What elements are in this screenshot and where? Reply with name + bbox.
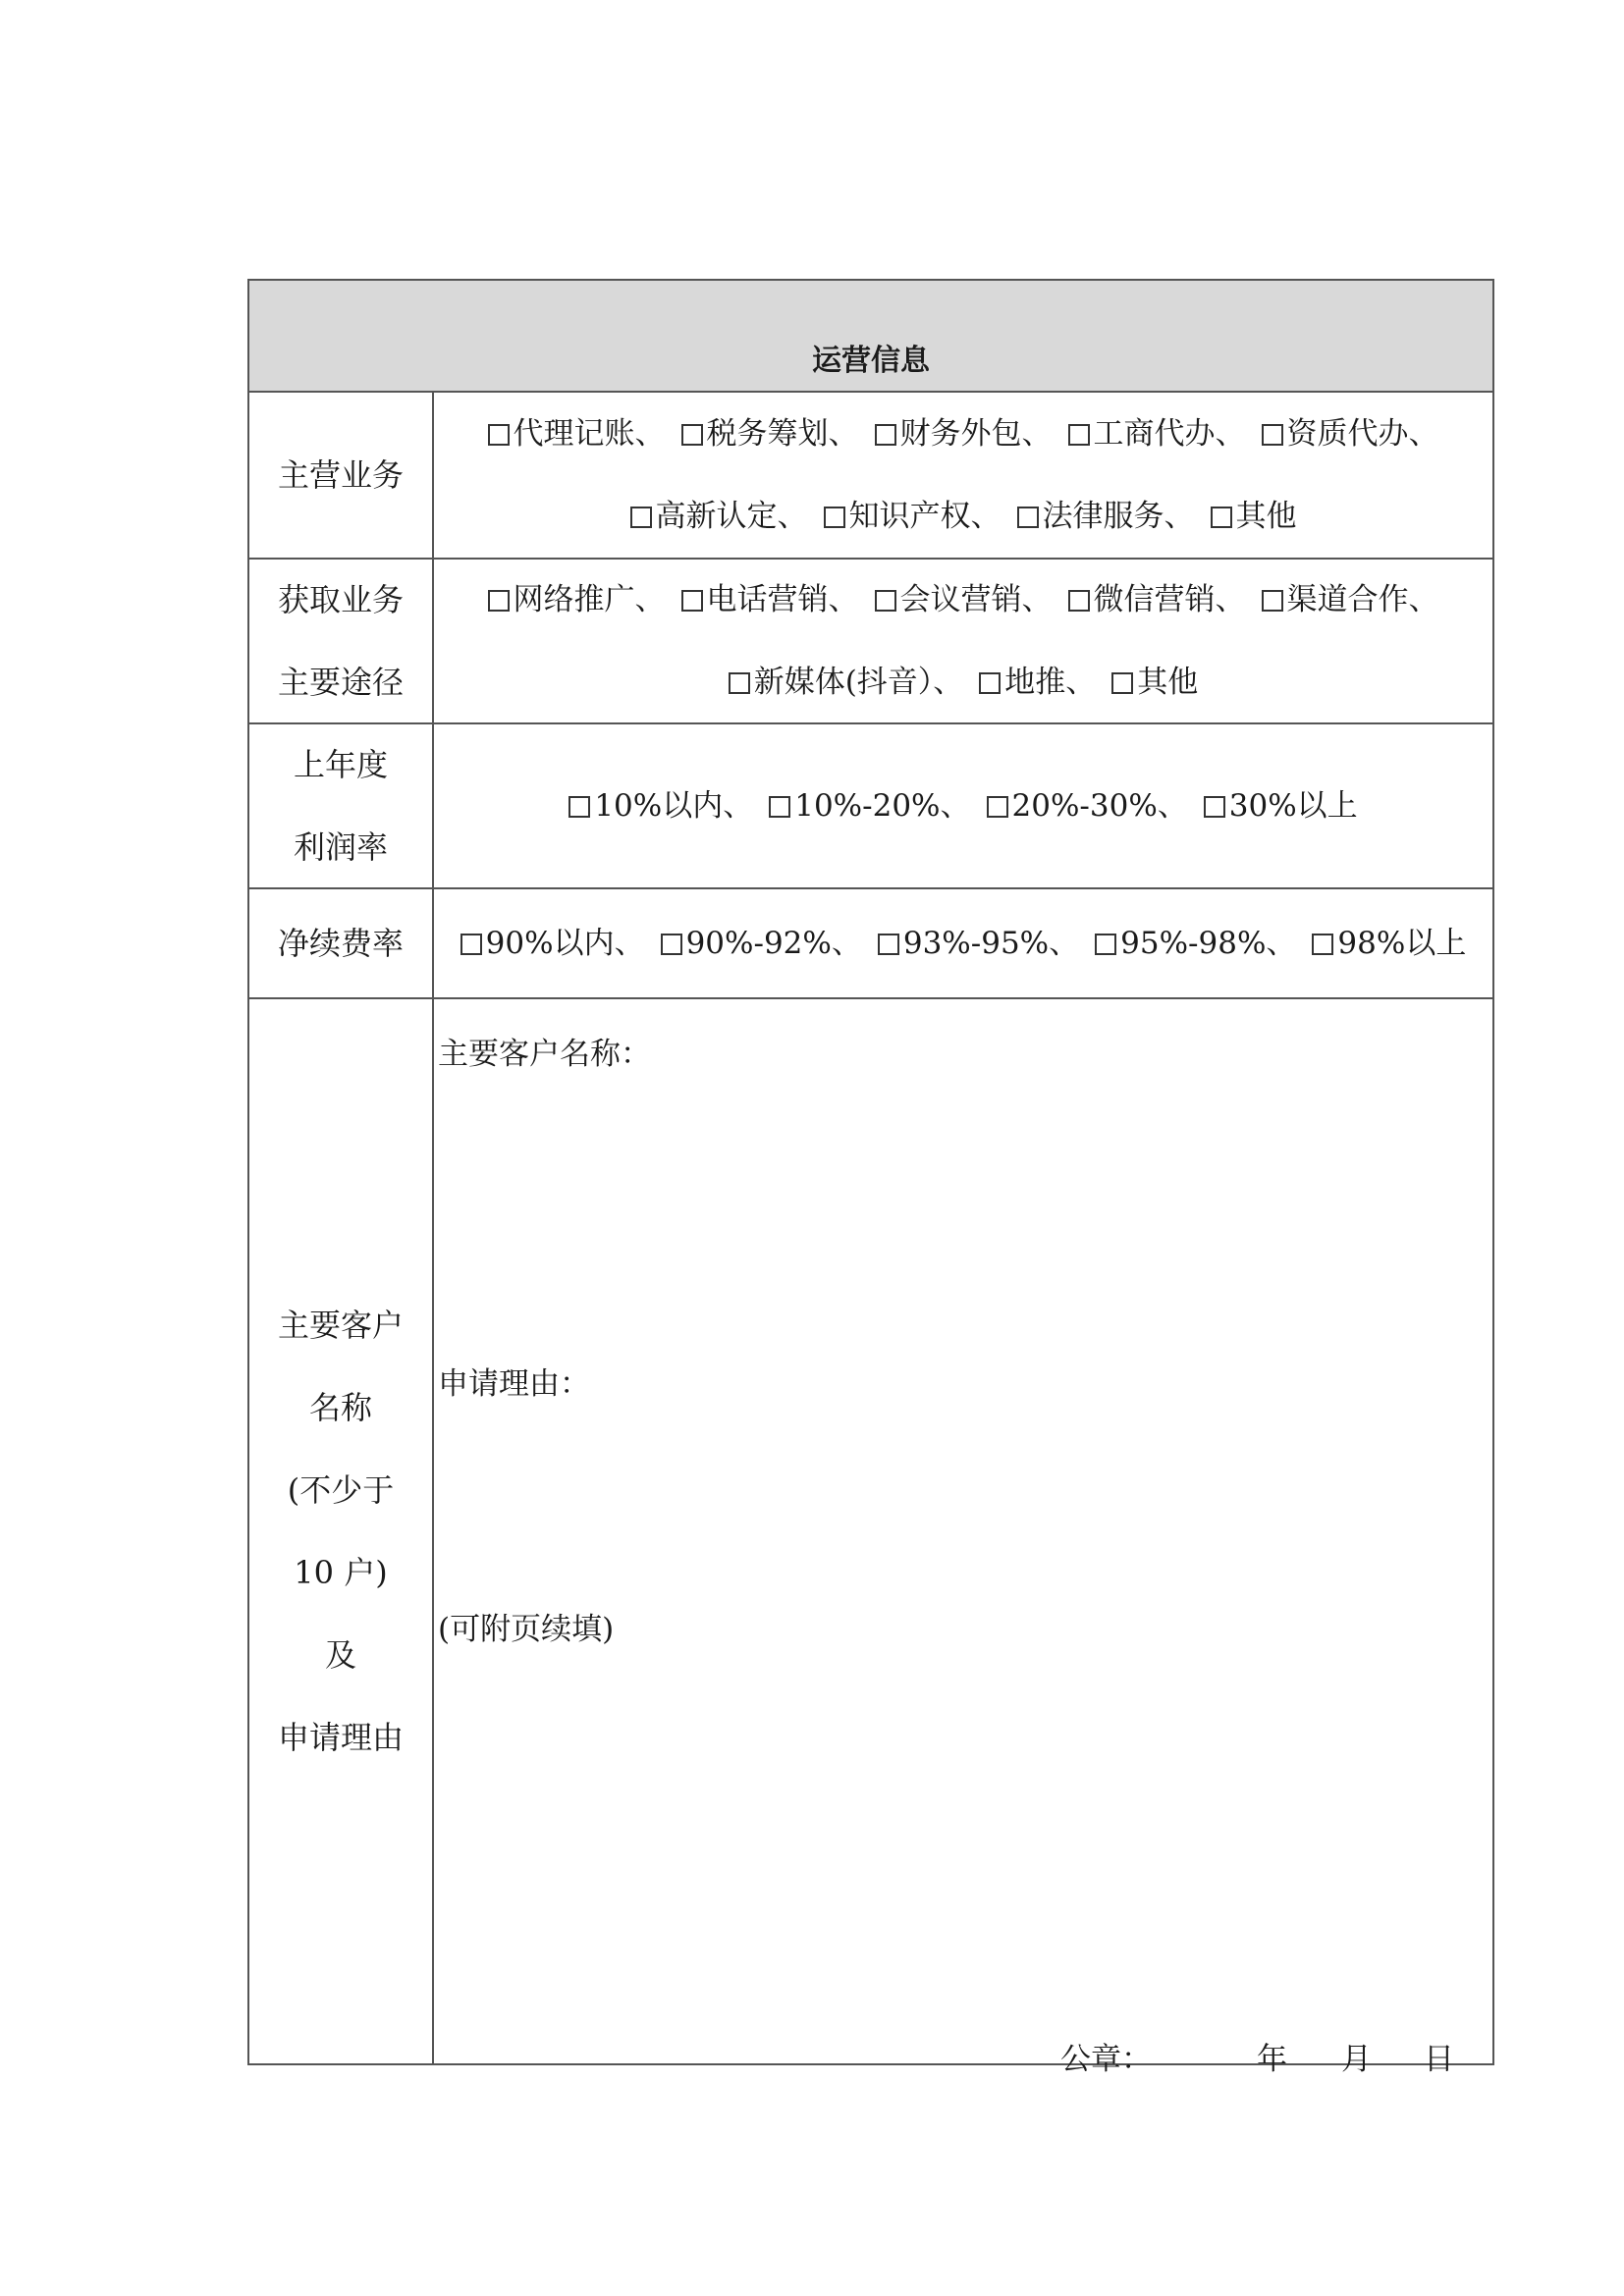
main-business-label: 主营业务 — [249, 393, 434, 558]
checkbox-icon[interactable] — [568, 796, 590, 818]
seal-label: 公章： — [1060, 2042, 1152, 2077]
renewal-rate-options — [434, 889, 1492, 997]
checkbox-option[interactable]: 会议营销、 — [875, 559, 1053, 641]
profit-rate-line — [434, 765, 1492, 847]
acquisition-label: 获取业务 主要途径 — [249, 560, 434, 722]
checkbox-option[interactable]: 税务筹划、 — [681, 393, 859, 475]
renewal-rate-label: 净续费率 — [249, 889, 434, 997]
checkbox-icon[interactable] — [987, 796, 1008, 818]
checkbox-icon[interactable] — [1068, 590, 1090, 612]
checkbox-option[interactable]: 地推、 — [979, 641, 1096, 723]
main-business-line-2 — [434, 475, 1492, 558]
checkbox-option[interactable]: 93%-95%、 — [878, 902, 1079, 985]
operations-info-form — [247, 279, 1494, 2077]
checkbox-option[interactable]: 工商代办、 — [1068, 393, 1246, 475]
checkbox-option[interactable]: 法律服务、 — [1017, 475, 1195, 558]
year-label: 年 — [1257, 2042, 1287, 2077]
checkbox-icon[interactable] — [661, 934, 682, 955]
checkbox-icon[interactable] — [681, 590, 703, 612]
checkbox-icon[interactable] — [1211, 507, 1232, 528]
checkbox-icon[interactable] — [488, 424, 510, 446]
acquisition-line-1 — [434, 559, 1492, 641]
main-business-line-1 — [434, 393, 1492, 475]
checkbox-option[interactable]: 98%以上 — [1312, 902, 1466, 985]
row-renewal-rate — [249, 889, 1492, 999]
renewal-rate-line — [434, 902, 1492, 985]
checkbox-icon[interactable] — [1068, 424, 1090, 446]
acquisition-line-2 — [434, 641, 1492, 723]
checkbox-icon[interactable] — [979, 672, 1001, 694]
profit-rate-label: 上年度 利润率 — [249, 724, 434, 887]
day-label: 日 — [1424, 2042, 1454, 2077]
checkbox-icon[interactable] — [460, 934, 482, 955]
profit-rate-options — [434, 724, 1492, 887]
checkbox-option[interactable]: 高新认定、 — [630, 475, 808, 558]
checkbox-icon[interactable] — [1111, 672, 1133, 694]
main-business-options — [434, 393, 1492, 558]
checkbox-option[interactable]: 90%以内、 — [460, 902, 645, 985]
checkbox-option[interactable]: 网络推广、 — [488, 559, 666, 641]
section-header — [249, 281, 1492, 393]
checkbox-icon[interactable] — [1095, 934, 1116, 955]
checkbox-icon[interactable] — [1262, 424, 1283, 446]
main-clients-content[interactable] — [434, 999, 1492, 2077]
checkbox-icon[interactable] — [769, 796, 790, 818]
checkbox-icon[interactable] — [824, 507, 845, 528]
checkbox-option[interactable]: 20%-30%、 — [987, 765, 1188, 847]
checkbox-icon[interactable] — [488, 590, 510, 612]
row-acquisition-channels — [249, 560, 1492, 724]
checkbox-option[interactable]: 95%-98%、 — [1095, 902, 1296, 985]
checkbox-option[interactable]: 资质代办、 — [1262, 393, 1439, 475]
checkbox-option[interactable]: 渠道合作、 — [1262, 559, 1439, 641]
row-main-clients — [249, 999, 1492, 2077]
checkbox-icon[interactable] — [875, 590, 896, 612]
checkbox-option[interactable]: 微信营销、 — [1068, 559, 1246, 641]
checkbox-icon[interactable] — [630, 507, 652, 528]
checkbox-icon[interactable] — [1204, 796, 1225, 818]
checkbox-icon[interactable] — [1262, 590, 1283, 612]
checkbox-option[interactable]: 其他 — [1211, 475, 1297, 558]
attach-note: (可附页续填) — [438, 1612, 615, 1647]
checkbox-option[interactable]: 电话营销、 — [681, 559, 859, 641]
checkbox-option[interactable]: 30%以上 — [1204, 765, 1358, 847]
main-clients-label: 主要客户 名称 (不少于 10 户) 及 申请理由 — [249, 999, 434, 2063]
checkbox-option[interactable]: 财务外包、 — [875, 393, 1053, 475]
section-title: 运营信息 — [812, 344, 930, 378]
checkbox-icon[interactable] — [1312, 934, 1333, 955]
acquisition-options — [434, 560, 1492, 722]
reason-label: 申请理由： — [438, 1366, 590, 1402]
checkbox-option[interactable]: 10%-20%、 — [769, 765, 970, 847]
checkbox-icon[interactable] — [729, 672, 750, 694]
checkbox-icon[interactable] — [875, 424, 896, 446]
checkbox-option[interactable]: 10%以内、 — [568, 765, 753, 847]
checkbox-icon[interactable] — [1017, 507, 1039, 528]
checkbox-option[interactable]: 其他 — [1111, 641, 1198, 723]
seal-date-line — [434, 2018, 1492, 2077]
checkbox-option[interactable]: 90%-92%、 — [661, 902, 862, 985]
checkbox-option[interactable]: 知识产权、 — [824, 475, 1001, 558]
checkbox-icon[interactable] — [681, 424, 703, 446]
row-main-business — [249, 393, 1492, 560]
checkbox-icon[interactable] — [878, 934, 899, 955]
checkbox-option[interactable]: 新媒体(抖音）、 — [729, 641, 964, 723]
checkbox-option[interactable]: 代理记账、 — [488, 393, 666, 475]
row-profit-rate — [249, 724, 1492, 889]
month-label: 月 — [1341, 2042, 1372, 2077]
client-names-label: 主要客户名称： — [438, 1037, 651, 1072]
